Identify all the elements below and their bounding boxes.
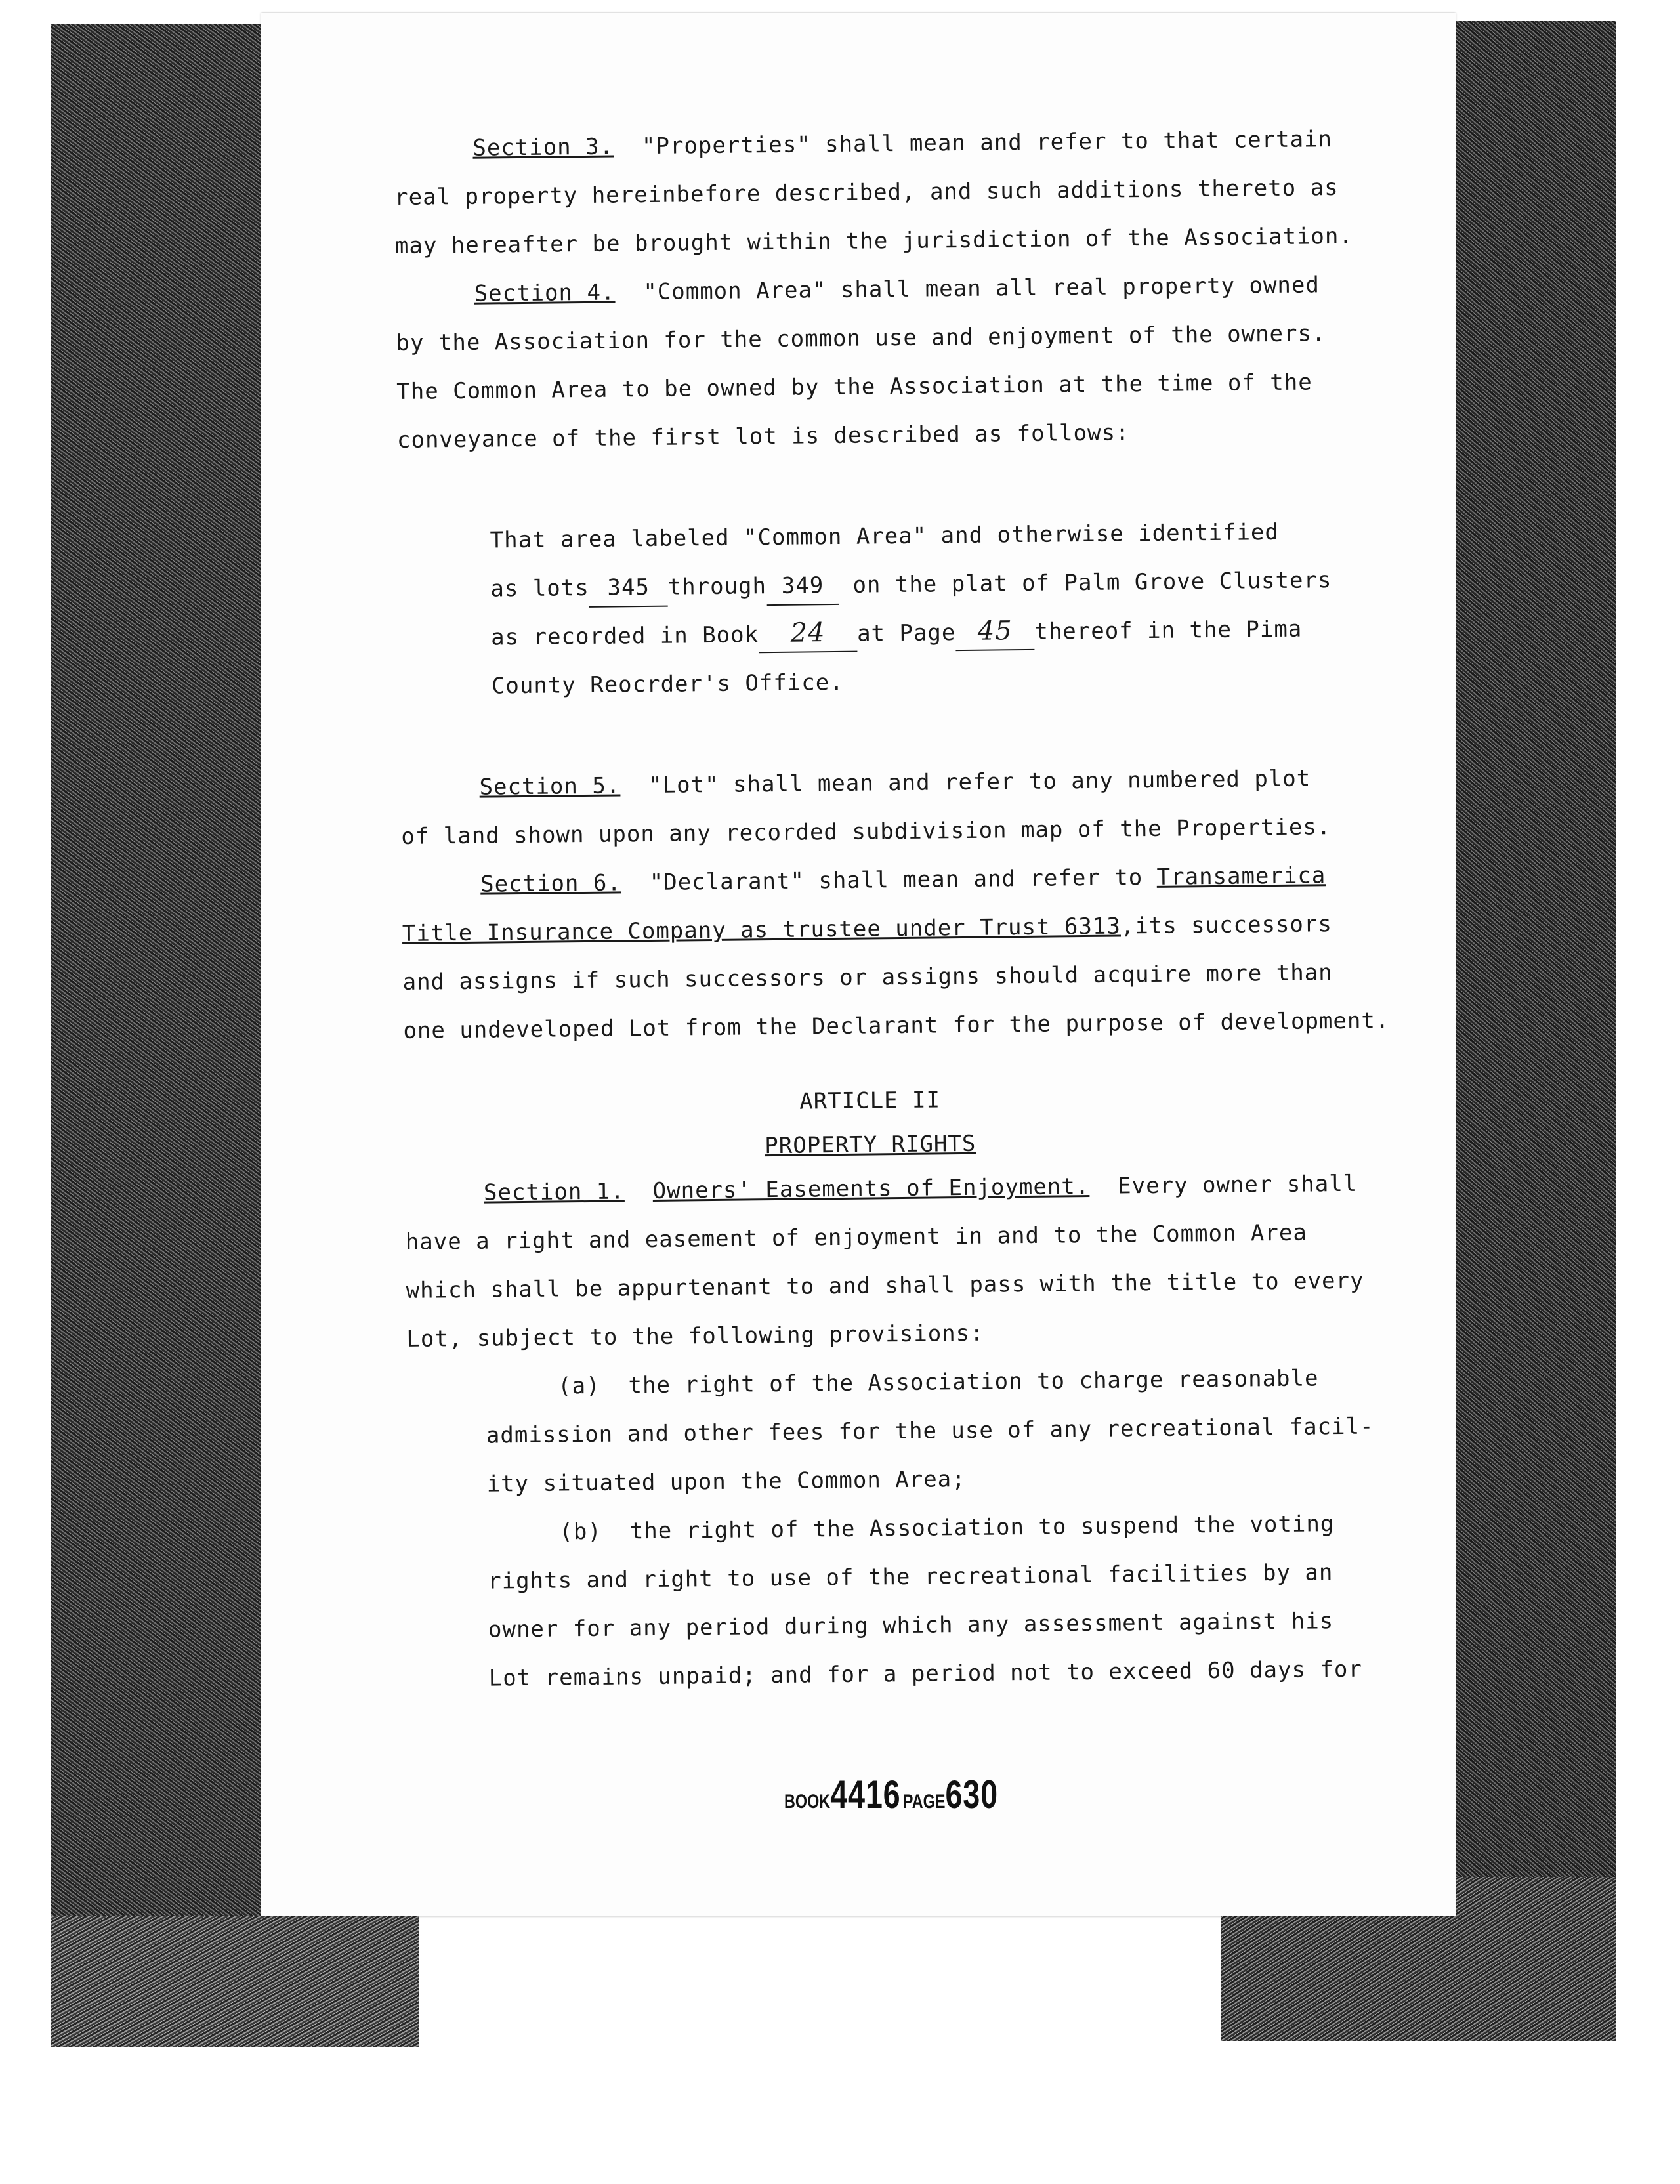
common-area-thereof: thereof in the Pima [1034,616,1303,645]
section-6-line-3: and assigns if such successors or assigns should acquire more than [402,959,1333,996]
provision-b-line-2: rights and right to use of the recreational facilities by an [488,1559,1334,1595]
stamp-book-label: BOOK [784,1791,831,1813]
article-section-1-title: Owners' Easements of Enjoyment. [652,1173,1090,1204]
section-6-text-1: "Declarant" shall mean and refer to [649,864,1143,896]
stamp-page-number: 630 [945,1773,998,1816]
section-6-underlined-2: Title Insurance Company as trustee under Trust 6313 [402,913,1122,947]
section-3-text: "Properties" shall mean and refer to that certain [641,126,1333,160]
stamp-book-number: 4416 [830,1773,901,1816]
section-3-line-3: may hereafter be brought within the jurisdiction of the Association. [394,222,1354,259]
section-5-text: "Lot" shall mean and refer to any numbered plot [648,765,1311,799]
section-4-line-3: The Common Area to be owned by the Association at the time of the [396,369,1312,405]
article-section-1-line-4: Lot, subject to the following provisions: [406,1320,984,1353]
section-4-line-2: by the Association for the common use and enjoyment of the owners. [396,320,1326,356]
common-area-through: through [667,573,767,600]
section-4-line-4: conveyance of the first lot is described as follows: [396,419,1130,453]
common-area-line-1: That area labeled "Common Area" and otherwise identified [490,518,1280,554]
document-body [394,114,1421,1704]
section-4-heading: Section 4. [474,279,616,307]
provision-b-text: the right of the Association to suspend the voting [629,1511,1335,1545]
section-6-line-4: one undeveloped Lot from the Declarant for the purpose of development. [403,1007,1390,1044]
scan-edge-left-bottom [51,1916,419,2048]
section-3-heading: Section 3. [472,133,614,161]
stamp-page-label: PAGE [902,1791,946,1813]
lot-to-field: 349 [766,567,839,606]
common-area-as-recorded: as recorded in Book [490,621,759,651]
article-title: PROPERTY RIGHTS [765,1130,976,1160]
provision-a-line-3: ity situated upon the Common Area; [486,1465,966,1498]
lot-from-field: 345 [589,569,668,608]
section-4-text: "Common Area" shall mean all real property owned [643,272,1320,306]
book-number-field: 24 [759,614,858,654]
common-area-as-lots: as lots [490,574,589,602]
provision-b-line-4: Lot remains unpaid; and for a period not to exceed 60 days for [488,1656,1363,1692]
provision-b-line-3: owner for any period during which any assessment against his [488,1608,1334,1643]
page-number-field: 45 [956,612,1035,651]
scan-edge-left [51,24,261,1940]
provision-a-text: the right of the Association to charge reasonable [628,1365,1319,1399]
section-6-underlined-1: Transamerica [1156,862,1326,891]
section-5-line-2: of land shown upon any recorded subdivision map of the Properties. [401,814,1332,850]
article-section-1-heading: Section 1. [483,1178,625,1206]
article-section-1-text: Every owner shall [1117,1170,1358,1200]
section-5-heading: Section 5. [479,772,621,801]
article-section-1-line-2: have a right and easement of enjoyment in and to the Common Area [405,1219,1308,1255]
provision-a-line-2: admission and other fees for the use of any recreational facil- [486,1413,1374,1449]
article-number: ARTICLE II [799,1087,941,1115]
common-area-at-page: at Page [856,620,956,647]
provision-a-label: (a) [557,1372,600,1400]
common-area-plat: on the plat of Palm Grove Clusters [852,567,1332,598]
provision-b-label: (b) [559,1518,602,1545]
article-section-1-line-3: which shall be appurtenant to and shall pass with the title to every [406,1267,1364,1304]
book-page-stamp [784,1772,998,1817]
section-3-line-2: real property hereinbefore described, and such additions thereto as [394,174,1339,211]
section-6-heading: Section 6. [480,870,622,898]
common-area-line-4: County Reocrder's Office. [491,669,844,700]
section-6-text-2: ,its successors [1120,911,1333,940]
